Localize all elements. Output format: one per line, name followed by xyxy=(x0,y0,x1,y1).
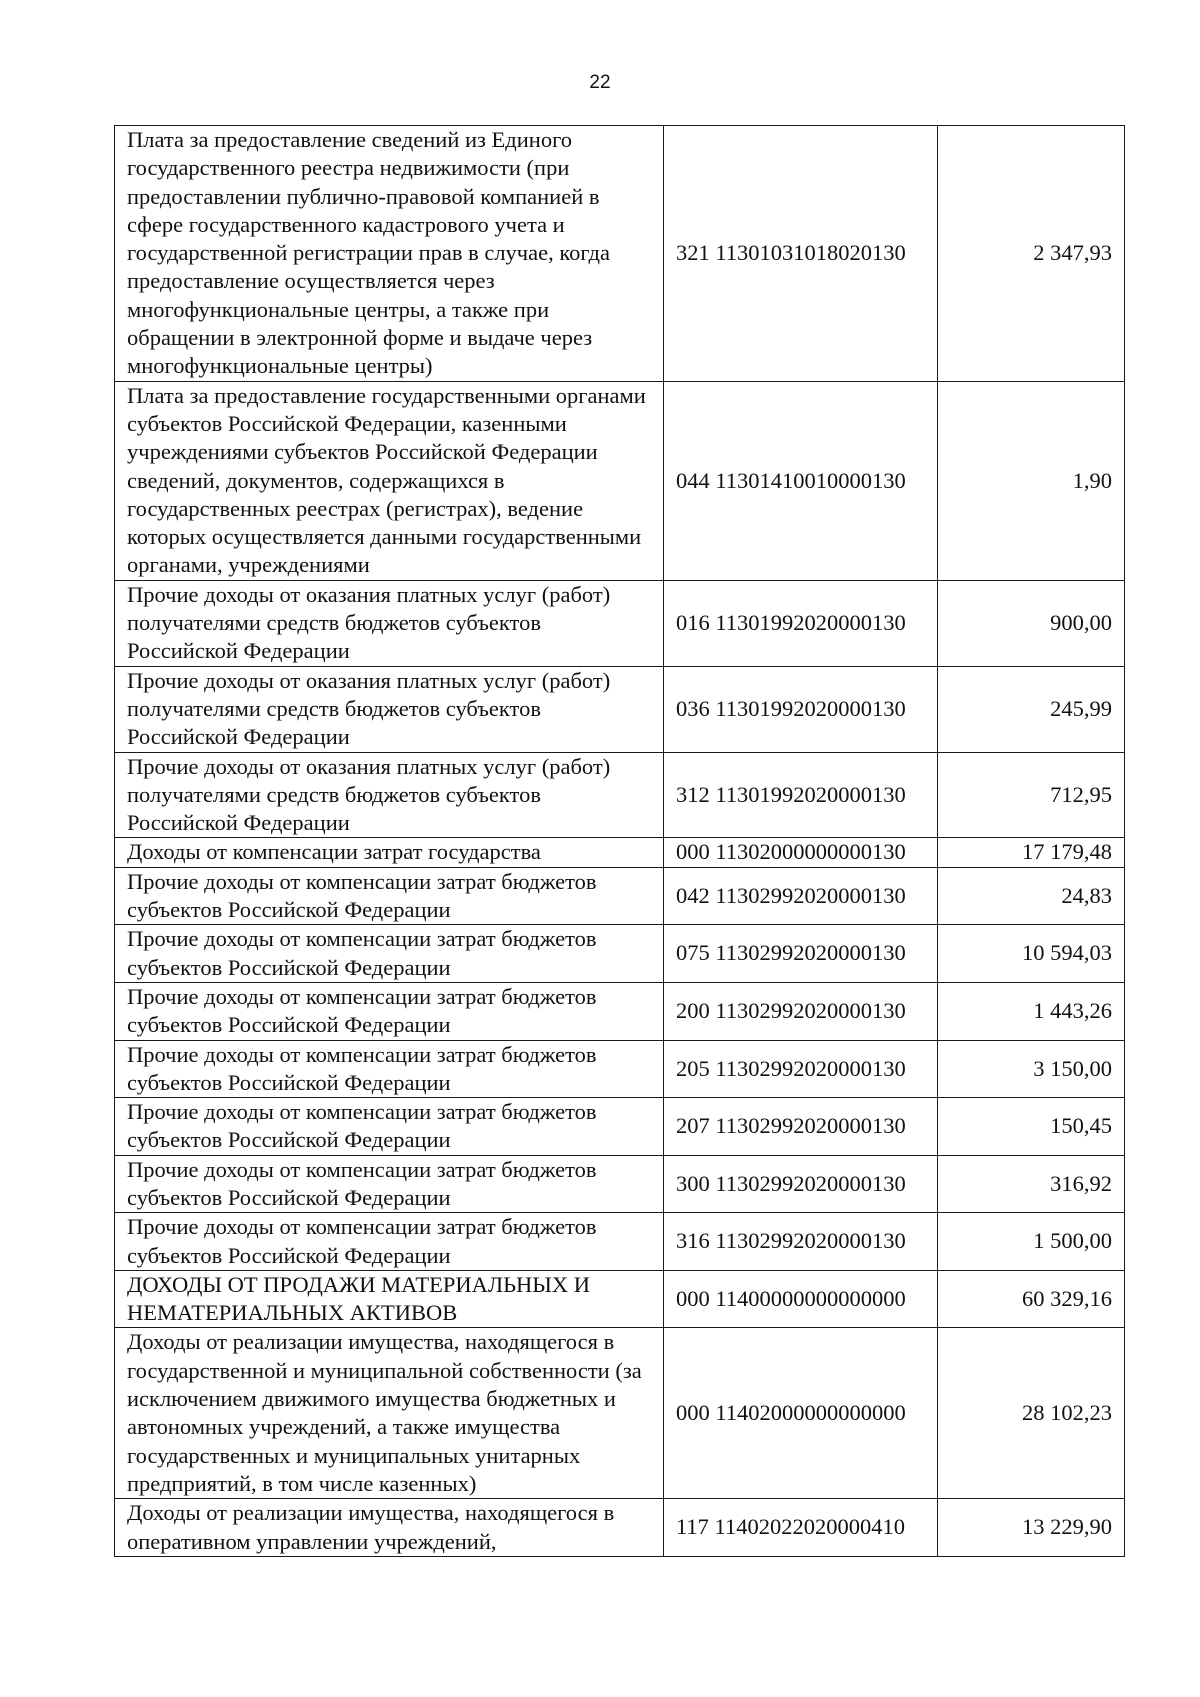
revenue-name-cell: Доходы от реализации имущества, находящегося в государственной и муниципальной собственности (за исключением движимого имущества бюджетных и автономных учреждений, а также имущества государственных и муниципальных унитарных предприятий, в том числе казенных) xyxy=(115,1328,664,1499)
revenue-name-cell: Прочие доходы от оказания платных услуг (работ) получателями средств бюджетов субъектов Российской Федерации xyxy=(115,666,664,752)
table-row xyxy=(115,1098,1125,1156)
amount-cell: 712,95 xyxy=(938,752,1125,838)
revenue-name-cell: Прочие доходы от компенсации затрат бюджетов субъектов Российской Федерации xyxy=(115,1040,664,1098)
revenue-name-cell: Прочие доходы от компенсации затрат бюджетов субъектов Российской Федерации xyxy=(115,1098,664,1156)
page-number: 22 xyxy=(589,72,611,93)
budget-code-cell: 312 11301992020000130 xyxy=(664,752,938,838)
amount-cell: 1 500,00 xyxy=(938,1213,1125,1271)
budget-code-cell: 117 11402022020000410 xyxy=(664,1499,938,1557)
budget-code-cell: 207 11302992020000130 xyxy=(664,1098,938,1156)
revenue-name-cell: Доходы от компенсации затрат государства xyxy=(115,838,664,867)
revenue-name-cell: ДОХОДЫ ОТ ПРОДАЖИ МАТЕРИАЛЬНЫХ И НЕМАТЕРИАЛЬНЫХ АКТИВОВ xyxy=(115,1270,664,1328)
table-row xyxy=(115,925,1125,983)
table-row xyxy=(115,867,1125,925)
amount-cell: 3 150,00 xyxy=(938,1040,1125,1098)
table-row xyxy=(115,1328,1125,1499)
amount-cell: 1 443,26 xyxy=(938,982,1125,1040)
table-row xyxy=(115,1213,1125,1271)
budget-code-cell: 000 11302000000000130 xyxy=(664,838,938,867)
amount-cell: 2 347,93 xyxy=(938,126,1125,382)
table-row xyxy=(115,666,1125,752)
revenue-name-cell: Прочие доходы от оказания платных услуг (работ) получателями средств бюджетов субъектов Российской Федерации xyxy=(115,752,664,838)
revenue-name-cell: Прочие доходы от компенсации затрат бюджетов субъектов Российской Федерации xyxy=(115,1213,664,1271)
table-row xyxy=(115,1499,1125,1557)
table-row xyxy=(115,982,1125,1040)
revenue-name-cell: Плата за предоставление государственными органами субъектов Российской Федерации, казенными учреждениями субъектов Российской Федерации сведений, документов, содержащихся в государственных реестрах (регистрах), ведение которых осуществляется данными государственными органами, учреждениями xyxy=(115,381,664,580)
amount-cell: 28 102,23 xyxy=(938,1328,1125,1499)
amount-cell: 150,45 xyxy=(938,1098,1125,1156)
table-row xyxy=(115,1155,1125,1213)
revenue-name-cell: Прочие доходы от компенсации затрат бюджетов субъектов Российской Федерации xyxy=(115,982,664,1040)
budget-code-cell: 316 11302992020000130 xyxy=(664,1213,938,1271)
table-row xyxy=(115,381,1125,580)
amount-cell: 13 229,90 xyxy=(938,1499,1125,1557)
table-row xyxy=(115,580,1125,666)
amount-cell: 245,99 xyxy=(938,666,1125,752)
budget-code-cell: 075 11302992020000130 xyxy=(664,925,938,983)
table-row xyxy=(115,1270,1125,1328)
budget-code-cell: 300 11302992020000130 xyxy=(664,1155,938,1213)
revenue-name-cell: Прочие доходы от компенсации затрат бюджетов субъектов Российской Федерации xyxy=(115,925,664,983)
budget-code-cell: 044 11301410010000130 xyxy=(664,381,938,580)
budget-code-cell: 321 11301031018020130 xyxy=(664,126,938,382)
table-row xyxy=(115,838,1125,867)
amount-cell: 316,92 xyxy=(938,1155,1125,1213)
amount-cell: 17 179,48 xyxy=(938,838,1125,867)
amount-cell: 900,00 xyxy=(938,580,1125,666)
table-row xyxy=(115,126,1125,382)
budget-code-cell: 205 11302992020000130 xyxy=(664,1040,938,1098)
budget-code-cell: 042 11302992020000130 xyxy=(664,867,938,925)
budget-code-cell: 000 11400000000000000 xyxy=(664,1270,938,1328)
revenue-name-cell: Прочие доходы от оказания платных услуг (работ) получателями средств бюджетов субъектов Российской Федерации xyxy=(115,580,664,666)
amount-cell: 10 594,03 xyxy=(938,925,1125,983)
revenue-name-cell: Плата за предоставление сведений из Единого государственного реестра недвижимости (при предоставлении публично-правовой компанией в сфере государственного кадастрового учета и государственной регистрации прав в случае, когда предоставление осуществляется через многофункциональные центры, а также при обращении в электронной форме и выдаче через многофункциональные центры) xyxy=(115,126,664,382)
revenue-name-cell: Прочие доходы от компенсации затрат бюджетов субъектов Российской Федерации xyxy=(115,1155,664,1213)
revenue-table xyxy=(114,125,1125,1557)
table-row xyxy=(115,752,1125,838)
revenue-name-cell: Доходы от реализации имущества, находящегося в оперативном управлении учреждений, xyxy=(115,1499,664,1557)
amount-cell: 1,90 xyxy=(938,381,1125,580)
budget-code-cell: 036 11301992020000130 xyxy=(664,666,938,752)
amount-cell: 24,83 xyxy=(938,867,1125,925)
budget-code-cell: 016 11301992020000130 xyxy=(664,580,938,666)
budget-code-cell: 000 11402000000000000 xyxy=(664,1328,938,1499)
budget-code-cell: 200 11302992020000130 xyxy=(664,982,938,1040)
table-row xyxy=(115,1040,1125,1098)
amount-cell: 60 329,16 xyxy=(938,1270,1125,1328)
revenue-name-cell: Прочие доходы от компенсации затрат бюджетов субъектов Российской Федерации xyxy=(115,867,664,925)
